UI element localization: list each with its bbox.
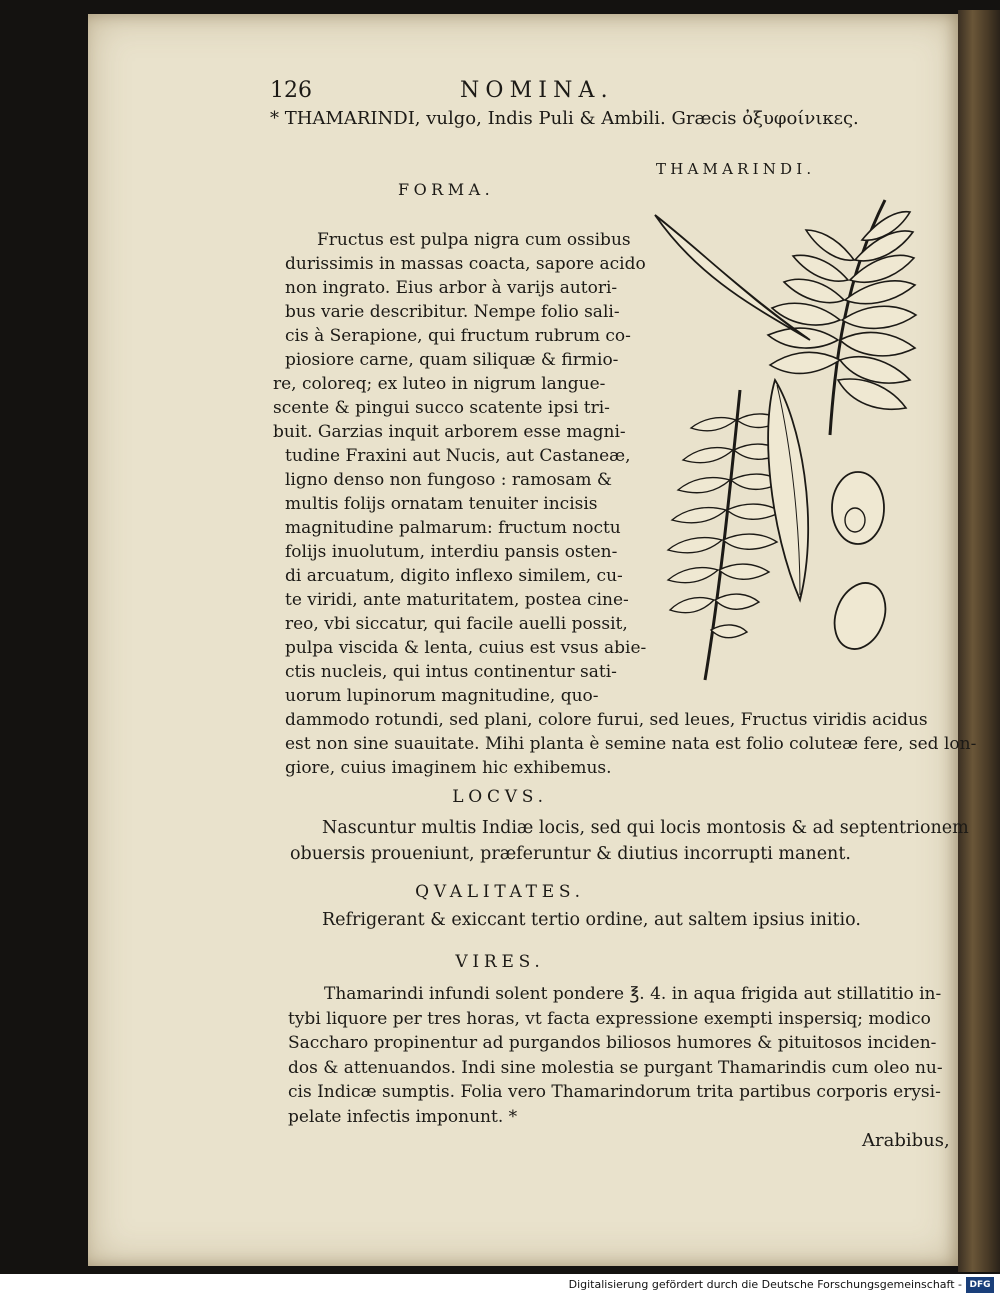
- text-line: Fructus est pulpa nigra cum ossibus: [317, 230, 631, 250]
- text-line: te viridi, ante maturitatem, postea cine-: [285, 590, 629, 610]
- text-line: cis à Serapione, qui fructum rubrum co-: [285, 326, 631, 346]
- text-line: magnitudine palmarum: fructum noctu: [285, 518, 621, 538]
- text-line: cis Indicæ sumptis. Folia vero Thamarindorum trita partibus corporis erysi-: [288, 1082, 941, 1102]
- section-heading-forma: FORMA.: [398, 180, 495, 199]
- catchword: Arabibus,: [862, 1130, 950, 1151]
- text-line: multis folijs ornatam tenuiter incisis: [285, 494, 598, 514]
- text-line: tudine Fraxini aut Nucis, aut Castaneæ,: [285, 446, 631, 466]
- text-line: scente & pingui succo scatente ipsi tri-: [273, 398, 610, 418]
- text-line: est non sine suauitate. Mihi planta è semine nata est folio coluteæ fere, sed lon-: [285, 734, 977, 754]
- text-line: di arcuatum, digito inflexo similem, cu-: [285, 566, 623, 586]
- running-head: [270, 78, 614, 103]
- section-heading-qualitates: QVALITATES.: [415, 882, 585, 902]
- text-line: dos & attenuandos. Indi sine molestia se purgant Thamarindis cum oleo nu-: [288, 1057, 943, 1078]
- footer-credit: Digitalisierung gefördert durch die Deutsche Forschungsgemeinschaft -: [568, 1278, 962, 1291]
- tamarind-woodcut-illustration: [640, 190, 940, 690]
- text-line: giore, cuius imaginem hic exhibemus.: [285, 758, 612, 778]
- book-binding-edge: [958, 10, 1000, 1272]
- vires-text: [288, 982, 943, 1129]
- text-line: folijs inuolutum, interdiu pansis osten-: [285, 542, 618, 562]
- digitization-footer: [0, 1274, 1000, 1297]
- text-line: Thamarindi infundi solent pondere ℥. 4. in aqua frigida aut stillatitio in-: [324, 984, 942, 1004]
- text-line: Saccharo propinentur ad purgandos biliosos humores & pituitosos inciden-: [288, 1033, 937, 1053]
- plant-caption: THAMARINDI.: [656, 160, 816, 178]
- text-line: buit. Garzias inquit arborem esse magni-: [273, 422, 626, 442]
- page-number: 126: [270, 78, 312, 103]
- text-line: pulpa viscida & lenta, cuius est vsus abie-: [285, 638, 647, 658]
- text-line: dammodo rotundi, sed plani, colore furui, sed leues, Fructus viridis acidus: [285, 710, 928, 730]
- dfg-logo: DFG: [966, 1277, 994, 1293]
- text-line: ctis nucleis, qui intus continentur sati-: [285, 662, 617, 682]
- text-line: durissimis in massas coacta, sapore acido: [285, 254, 646, 274]
- locus-text: [290, 815, 969, 867]
- text-line: ligno denso non fungoso : ramosam &: [285, 470, 613, 490]
- text-line: non ingrato. Eius arbor à varijs autori-: [285, 278, 618, 298]
- text-line: reo, vbi siccatur, qui facile auelli possit,: [285, 614, 628, 634]
- text-line: tybi liquore per tres horas, vt facta expressione exempti inspersiq; modico: [288, 1008, 931, 1029]
- text-line: uorum lupinorum magnitudine, quo-: [285, 686, 599, 706]
- text-line: re, coloreq; ex luteo in nigrum langue-: [273, 374, 606, 394]
- section-heading-vires: VIRES.: [455, 952, 545, 972]
- text-line: pelate infectis imponunt. *: [288, 1106, 518, 1127]
- text-line: Nascuntur multis Indiæ locis, sed qui locis montosis & ad septentrionem: [322, 818, 969, 838]
- text-line: obuersis proueniunt, præferuntur & diutius incorrupti manent.: [290, 844, 851, 864]
- running-head-title: NOMINA.: [460, 78, 614, 103]
- title-line: * THAMARINDI, vulgo, Indis Puli & Ambili. Græcis ὀξυφοίνικες.: [270, 108, 859, 129]
- qualitates-text: Refrigerant & exiccant tertio ordine, aut saltem ipsius initio.: [322, 910, 861, 930]
- text-line: piosiore carne, quam siliquæ & firmio-: [285, 350, 619, 370]
- section-heading-locus: LOCVS.: [452, 787, 548, 807]
- text-line: bus varie describitur. Nempe folio sali-: [285, 302, 620, 322]
